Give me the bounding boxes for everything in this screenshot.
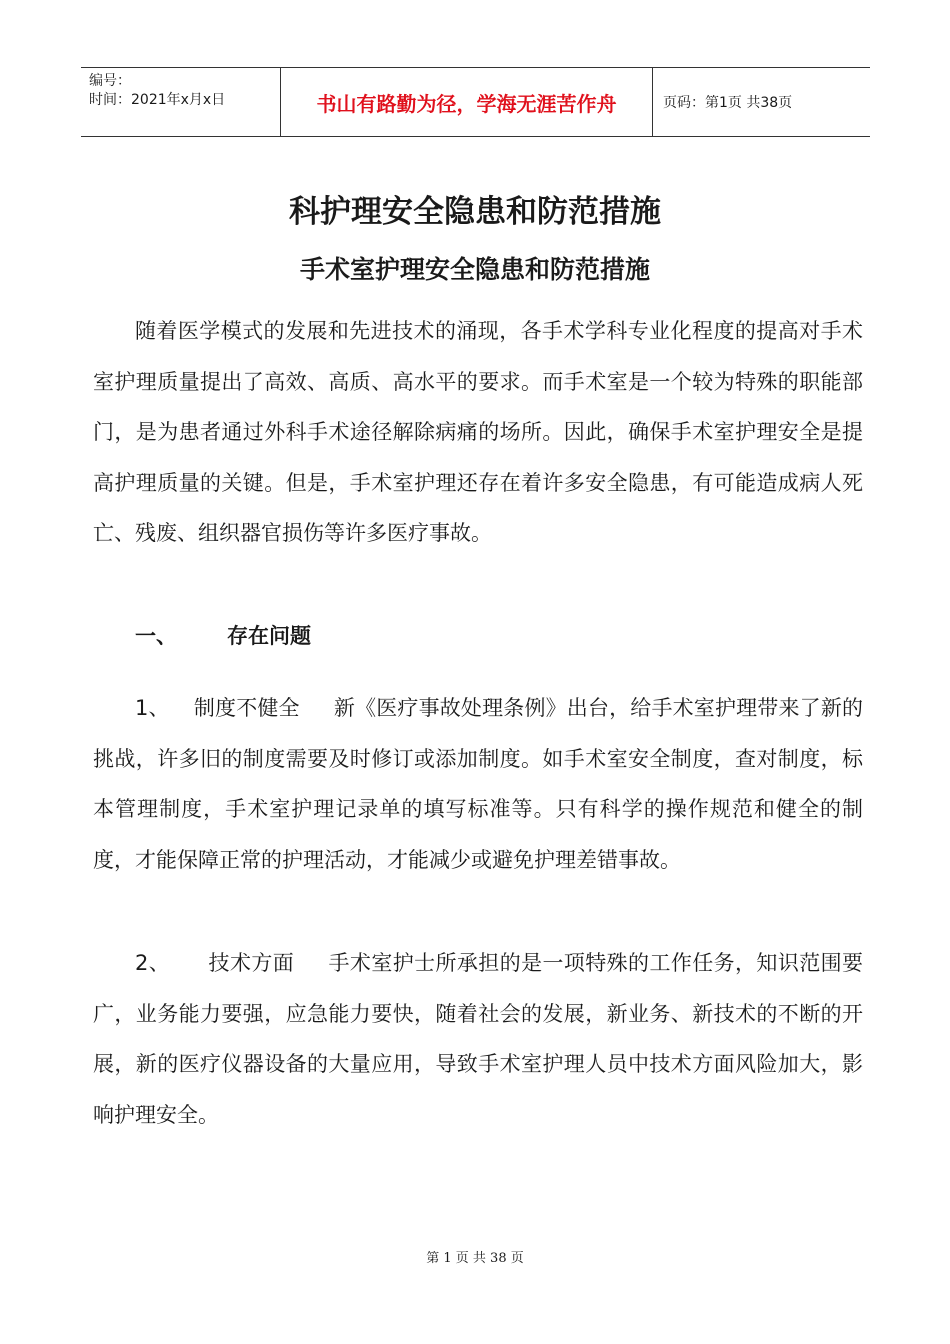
- section-title: 存在问题: [227, 624, 311, 648]
- document-date: 时间：2021年x月x日: [89, 92, 226, 108]
- item-2-number: 2、: [135, 951, 171, 975]
- header-page-info: 页码：第1页 共38页: [663, 95, 793, 111]
- item-2-text: 手术室护士所承担的是一项特殊的工作任务，知识范围要广，业务能力要强，应急能力要快，随着社会的发展，新业务、新技术的不断的开展，新的医疗仪器设备的大量应用，导致手术室护理人员中技术方面风险加大，影响护理安全。: [93, 951, 864, 1127]
- document-subtitle: 手术室护理安全隐患和防范措施: [299, 255, 650, 284]
- item-1-text: 新《医疗事故处理条例》出台，给手术室护理带来了新的挑战，许多旧的制度需要及时修订或添加制度。如手术室安全制度，查对制度，标本管理制度，手术室护理记录单的填写标准等。只有科学的操作规范和健全的制度，才能保障正常的护理活动，才能减少或避免护理差错事故。: [93, 696, 863, 872]
- header-motto: 书山有路勤为径，学海无涯苦作舟: [281, 68, 653, 136]
- item-2-heading: 技术方面: [208, 951, 295, 975]
- section-number: 一、: [135, 624, 177, 648]
- header-meta: [81, 68, 281, 136]
- document-number-label: 编号：: [89, 73, 131, 89]
- item-1-number: 1、: [135, 696, 170, 720]
- intro-paragraph: 随着医学模式的发展和先进技术的涌现，各手术学科专业化程度的提高对手术室护理质量提出了高效、高质、高水平的要求。而手术室是一个较为特殊的职能部门，是为患者通过外科手术途径解除病痛的场所。因此，确保手术室护理安全是提高护理质量的关键。但是，手术室护理还存在着许多安全隐患，有可能造成病人死亡、残废、组织器官损伤等许多医疗事故。: [93, 319, 863, 545]
- page-header: [81, 67, 870, 137]
- page-footer: 第 1 页 共 38 页: [426, 1251, 524, 1266]
- item-1-heading: 制度不健全: [193, 696, 300, 720]
- section-heading: [135, 620, 311, 650]
- item-1-paragraph: [93, 683, 863, 885]
- item-2-paragraph: [93, 938, 863, 1140]
- document-title: 科护理安全隐患和防范措施: [289, 194, 661, 230]
